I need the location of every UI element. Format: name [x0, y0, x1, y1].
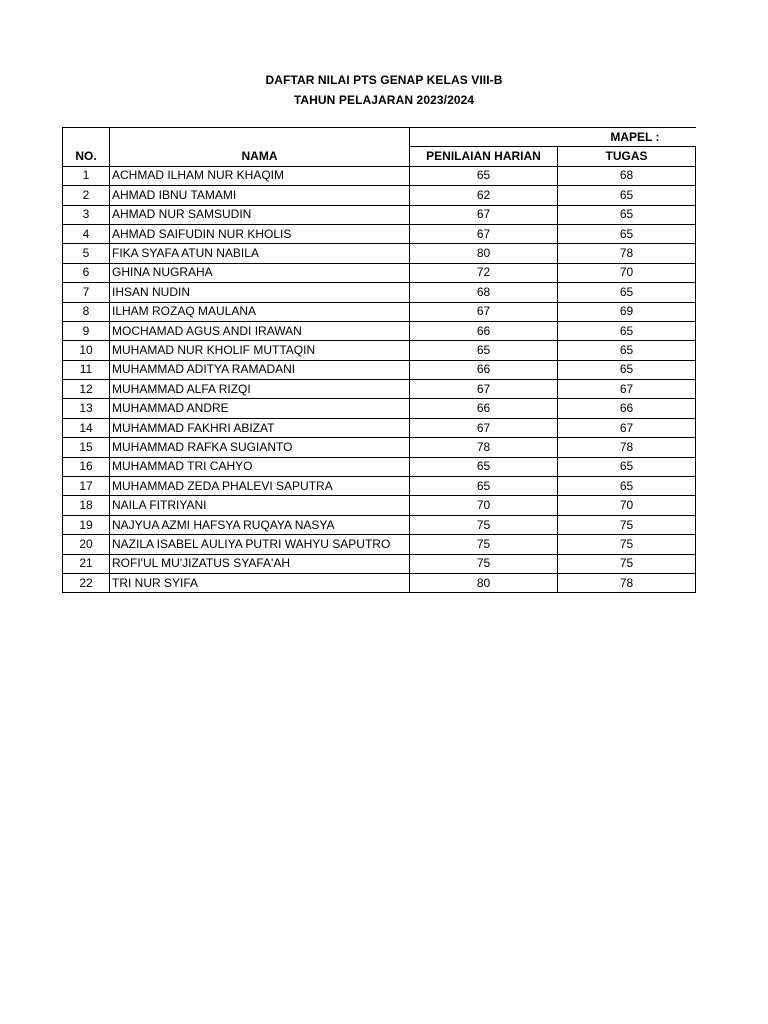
penilaian-harian-score: 78	[410, 438, 558, 457]
row-number: 8	[63, 302, 110, 321]
table-row	[63, 224, 696, 243]
tugas-score: 65	[558, 341, 696, 360]
table-row	[63, 554, 696, 573]
penilaian-harian-score: 66	[410, 321, 558, 340]
penilaian-harian-score: 75	[410, 535, 558, 554]
row-number: 5	[63, 244, 110, 263]
table-row	[63, 166, 696, 185]
tugas-score: 67	[558, 418, 696, 437]
document-title: DAFTAR NILAI PTS GENAP KELAS VIII-B	[265, 73, 503, 87]
student-name: MUHAMMAD ZEDA PHALEVI SAPUTRA	[110, 477, 410, 496]
row-number: 14	[63, 418, 110, 437]
student-name: AHMAD IBNU TAMAMI	[110, 186, 410, 205]
tugas-score: 65	[558, 186, 696, 205]
student-name: AHMAD NUR SAMSUDIN	[110, 205, 410, 224]
tugas-score: 66	[558, 399, 696, 418]
penilaian-harian-score: 67	[410, 205, 558, 224]
table-body	[63, 166, 696, 593]
table-row	[63, 205, 696, 224]
student-name: ACHMAD ILHAM NUR KHAQIM	[110, 166, 410, 185]
header-nama: NAMA	[110, 147, 410, 166]
penilaian-harian-score: 66	[410, 399, 558, 418]
table-row	[63, 341, 696, 360]
table-row	[63, 496, 696, 515]
penilaian-harian-score: 75	[410, 515, 558, 534]
table-row	[63, 244, 696, 263]
penilaian-harian-score: 66	[410, 360, 558, 379]
row-number: 15	[63, 438, 110, 457]
penilaian-harian-score: 80	[410, 573, 558, 592]
row-number: 10	[63, 341, 110, 360]
student-name: AHMAD SAIFUDIN NUR KHOLIS	[110, 224, 410, 243]
student-name: MUHAMAD NUR KHOLIF MUTTAQIN	[110, 341, 410, 360]
tugas-score: 65	[558, 283, 696, 302]
table-row	[63, 263, 696, 282]
row-number: 4	[63, 224, 110, 243]
header-nama-top	[110, 128, 410, 147]
student-name: MUHAMMAD RAFKA SUGIANTO	[110, 438, 410, 457]
penilaian-harian-score: 70	[410, 496, 558, 515]
grades-table	[62, 127, 696, 593]
penilaian-harian-score: 68	[410, 283, 558, 302]
table-row	[63, 418, 696, 437]
table-row	[63, 360, 696, 379]
student-name: NAZILA ISABEL AULIYA PUTRI WAHYU SAPUTRO	[110, 535, 410, 554]
row-number: 21	[63, 554, 110, 573]
row-number: 1	[63, 166, 110, 185]
tugas-score: 68	[558, 166, 696, 185]
tugas-score: 65	[558, 205, 696, 224]
penilaian-harian-score: 80	[410, 244, 558, 263]
penilaian-harian-score: 65	[410, 477, 558, 496]
table-row	[63, 438, 696, 457]
student-name: MUHAMMAD TRI CAHYO	[110, 457, 410, 476]
penilaian-harian-score: 67	[410, 302, 558, 321]
student-name: NAJYUA AZMI HAFSYA RUQAYA NASYA	[110, 515, 410, 534]
table-row	[63, 535, 696, 554]
tugas-score: 78	[558, 573, 696, 592]
row-number: 2	[63, 186, 110, 205]
penilaian-harian-score: 62	[410, 186, 558, 205]
student-name: MUHAMMAD ALFA RIZQI	[110, 380, 410, 399]
header-row-top	[63, 128, 696, 147]
row-number: 7	[63, 283, 110, 302]
row-number: 11	[63, 360, 110, 379]
row-number: 22	[63, 573, 110, 592]
table-row	[63, 399, 696, 418]
table-row	[63, 457, 696, 476]
student-name: ILHAM ROZAQ MAULANA	[110, 302, 410, 321]
student-name: IHSAN NUDIN	[110, 283, 410, 302]
tugas-score: 70	[558, 496, 696, 515]
row-number: 16	[63, 457, 110, 476]
header-penilaian-harian: PENILAIAN HARIAN	[410, 147, 558, 166]
student-name: MUHAMMAD FAKHRI ABIZAT	[110, 418, 410, 437]
penilaian-harian-score: 67	[410, 224, 558, 243]
tugas-score: 65	[558, 457, 696, 476]
table-row	[63, 186, 696, 205]
student-name: FIKA SYAFA ATUN NABILA	[110, 244, 410, 263]
tugas-score: 67	[558, 380, 696, 399]
student-name: NAILA FITRIYANI	[110, 496, 410, 515]
header-no: NO.	[63, 147, 110, 166]
table-row	[63, 477, 696, 496]
tugas-score: 65	[558, 360, 696, 379]
table-row	[63, 515, 696, 534]
row-number: 9	[63, 321, 110, 340]
penilaian-harian-score: 72	[410, 263, 558, 282]
student-name: GHINA NUGRAHA	[110, 263, 410, 282]
table-row	[63, 380, 696, 399]
student-name: MOCHAMAD AGUS ANDI IRAWAN	[110, 321, 410, 340]
header-row-bottom	[63, 147, 696, 166]
penilaian-harian-score: 67	[410, 418, 558, 437]
penilaian-harian-score: 75	[410, 554, 558, 573]
header-mapel: MAPEL :	[410, 128, 696, 147]
row-number: 6	[63, 263, 110, 282]
table-row	[63, 573, 696, 592]
row-number: 3	[63, 205, 110, 224]
penilaian-harian-score: 67	[410, 380, 558, 399]
tugas-score: 65	[558, 321, 696, 340]
tugas-score: 69	[558, 302, 696, 321]
header-tugas: TUGAS	[558, 147, 696, 166]
row-number: 13	[63, 399, 110, 418]
tugas-score: 65	[558, 477, 696, 496]
row-number: 18	[63, 496, 110, 515]
table-row	[63, 302, 696, 321]
header-no-top	[63, 128, 110, 147]
tugas-score: 75	[558, 515, 696, 534]
tugas-score: 75	[558, 554, 696, 573]
student-name: MUHAMMAD ANDRE	[110, 399, 410, 418]
student-name: MUHAMMAD ADITYA RAMADANI	[110, 360, 410, 379]
student-name: ROFI'UL MU'JIZATUS SYAFA'AH	[110, 554, 410, 573]
row-number: 19	[63, 515, 110, 534]
tugas-score: 65	[558, 224, 696, 243]
tugas-score: 70	[558, 263, 696, 282]
row-number: 17	[63, 477, 110, 496]
table-row	[63, 321, 696, 340]
table-row	[63, 283, 696, 302]
penilaian-harian-score: 65	[410, 341, 558, 360]
penilaian-harian-score: 65	[410, 457, 558, 476]
student-name: TRI NUR SYIFA	[110, 573, 410, 592]
row-number: 20	[63, 535, 110, 554]
penilaian-harian-score: 65	[410, 166, 558, 185]
tugas-score: 78	[558, 438, 696, 457]
tugas-score: 75	[558, 535, 696, 554]
tugas-score: 78	[558, 244, 696, 263]
row-number: 12	[63, 380, 110, 399]
document-subtitle: TAHUN PELAJARAN 2023/2024	[293, 93, 475, 107]
